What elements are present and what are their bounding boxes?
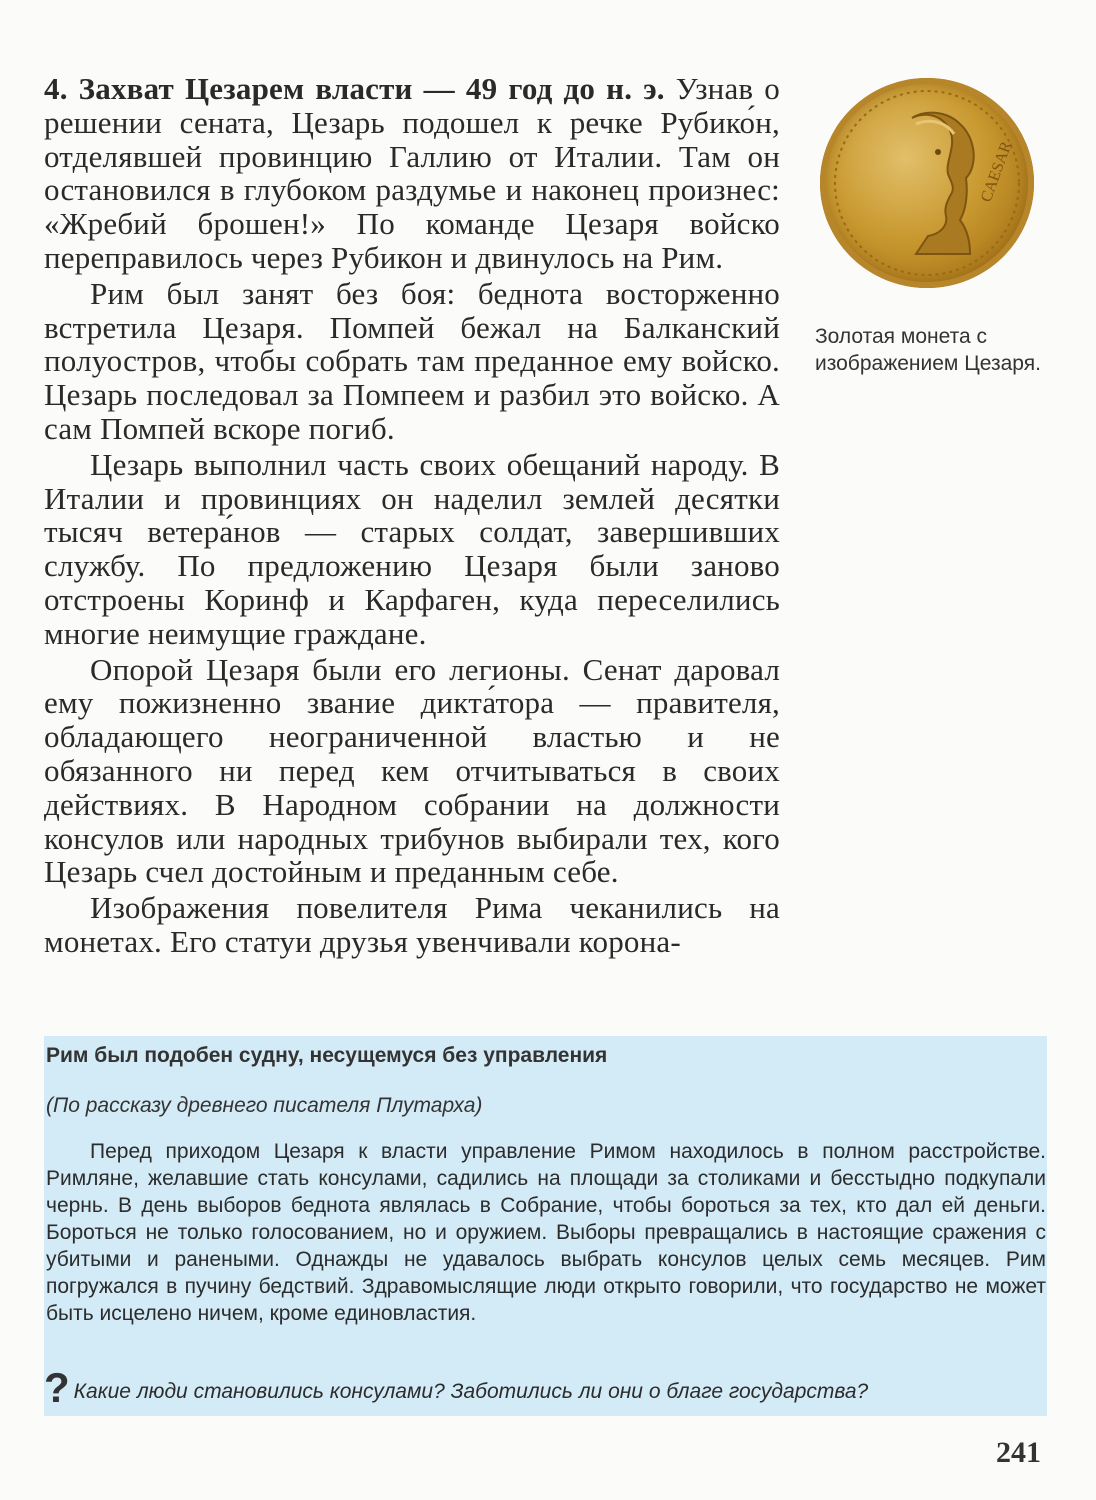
sidebar-title: Рим был подобен судну, несущемуся без управления xyxy=(46,1044,608,1067)
sidebar-box xyxy=(44,1036,1047,1416)
question-mark-icon: ? xyxy=(44,1364,70,1411)
sidebar-body: Перед приходом Цезаря к власти управление Римом находилось в полном расстройстве. Римляне, желавшие стать консулами, садились на площади за столиками и бесстыдно подкупали чернь. В день выборов беднота являлась в Собрание, чтобы бороться за тех, кто дал ей деньги. Бороться не только голосованием, но и оружием. Выборы превращались в настоящие сражения с убитыми и ранеными. Однажды не удавалось выбрать консулов целых семь месяцев. Рим погружался в пучину бедствий. Здравомыслящие люди открыто говорили, что государство не может быть исцелено ничем, кроме единовластия. xyxy=(46,1140,1046,1325)
paragraph-1-text: Узнав о решении сената, Цезарь подошел к речке Рубико́н, отделявшей провинцию Галлию от Италии. Там он остановился в глубоком раздумье и наконец произнес: «Жребий брошен!» По команде Цезаря войско переправилось через Рубикон и двинулось на Рим. xyxy=(44,71,780,275)
section-heading: 4. Захват Цезарем власти — 49 год до н. э. xyxy=(44,71,665,106)
coin-inscription: CAESAR xyxy=(977,139,1016,205)
caesar-profile-icon xyxy=(820,78,1034,288)
page-number: 241 xyxy=(996,1436,1041,1469)
figure-caption: Золотая монета с изображением Цезаря. xyxy=(815,325,1041,375)
question-text: Какие люди становились консулами? Заботились ли они о благе государства? xyxy=(73,1380,869,1403)
paragraph-4: Опорой Цезаря были его легионы. Сенат даровал ему пожизненно звание дикта́тора — правителя, обладающего неограниченной властью и не обязанного ни перед кем отчитываться в своих действиях. В Народном собрании на должности консулов или народных трибунов выбирали тех, кого Цезарь счел достойным и преданным себе. xyxy=(44,651,780,890)
gold-coin-image xyxy=(820,78,1034,288)
sidebar-source: (По рассказу древнего писателя Плутарха) xyxy=(46,1094,483,1117)
paragraph-5: Изображения повелителя Рима чеканились на монетах. Его статуи друзья увенчивали корона- xyxy=(44,890,780,959)
paragraph-3: Цезарь выполнил часть своих обещаний народу. В Италии и провинциях он наделил землей десятки тысяч ветера́нов — старых солдат, завершивших службу. По предложению Цезаря были заново отстроены Коринф и Карфаген, куда переселились многие неимущие граждане. xyxy=(44,446,780,651)
paragraph-2: Рим был занят без боя: беднота восторженно встретила Цезаря. Помпей бежал на Балканский полуостров, чтобы собрать там преданное ему войско. Цезарь последовал за Помпеем и разбил это войско. А сам Помпей вскоре погиб. xyxy=(44,275,780,446)
paragraph-1 xyxy=(44,72,780,275)
question-row xyxy=(44,1364,1047,1411)
main-text-column xyxy=(44,72,780,959)
